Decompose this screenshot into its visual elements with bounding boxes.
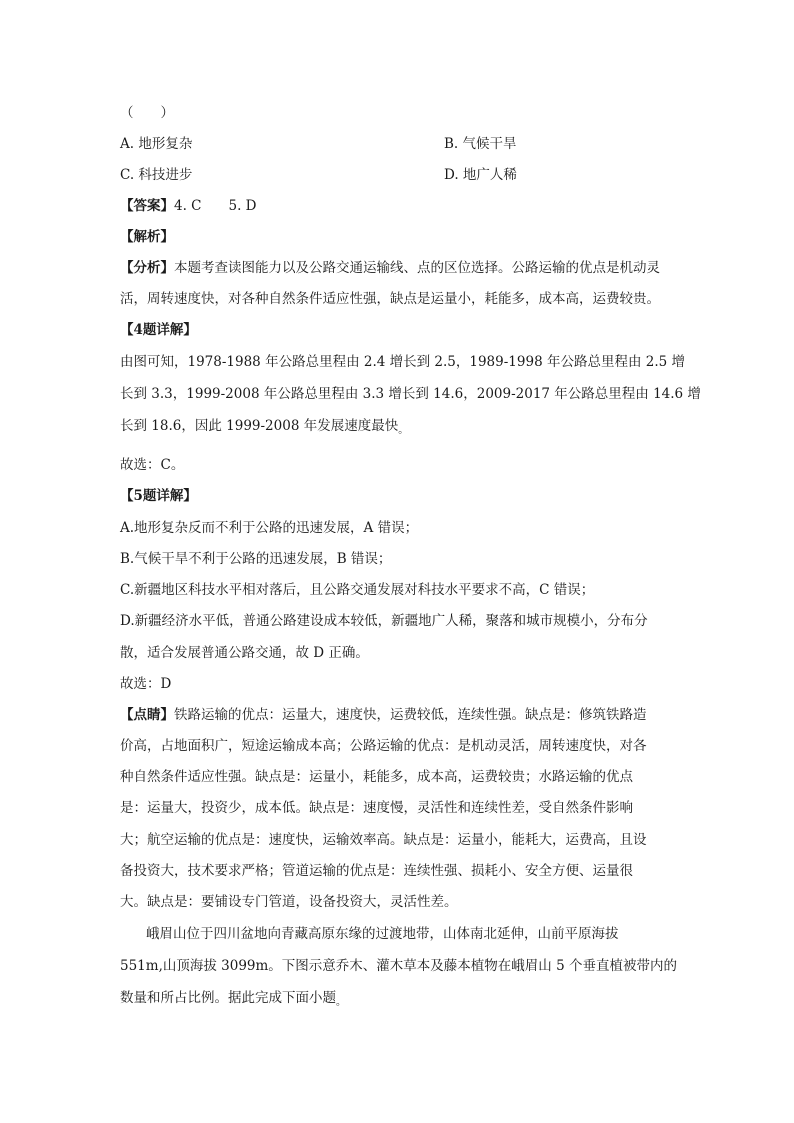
q5-line-c: C.新疆地区科技水平相对落后，且公路交通发展对科技水平要求不高，C 错误； [120, 582, 595, 598]
q5-line-d-cont: 散，适合发展普通公路交通，故 D 正确。 [120, 645, 369, 661]
analysis-heading: 【解析】 [120, 229, 174, 245]
q4-choice: 故选：C。 [120, 457, 185, 473]
option-d: D. 地广人稀 [444, 167, 517, 183]
option-b: B. 气候干旱 [444, 136, 517, 152]
dianjing-line-1 [120, 705, 647, 725]
dianjing-line-2: 价高，占地面积广，短途运输成本高；公路运输的优点：是机动灵活，周转速度快，对各 [120, 738, 647, 754]
q5-line-d: D.新疆经济水平低，普通公路建设成本较低，新疆地广人稀，聚落和城市规模小，分布分 [120, 613, 648, 629]
q4-line-1: 由图可知，1978-1988 年公路总里程由 2.4 增长到 2.5，1989-1998 年公路总里程由 2.5 增 [120, 354, 685, 370]
dianjing-line-3: 种自然条件适应性强。缺点是：运量小，耗能多，成本高，运费较贵；水路运输的优点 [120, 769, 633, 785]
passage-line-1: 峨眉山位于四川盆地向青藏高原东缘的过渡地带，山体南北延伸，山前平原海拔 [146, 926, 619, 942]
q4-heading: 【4题详解】 [120, 322, 197, 338]
dianjing-line-7: 大。缺点是：要铺设专门管道，设备投资大，灵活性差。 [120, 894, 458, 910]
q5-heading: 【5题详解】 [120, 488, 197, 504]
q5-line-a: A.地形复杂反而不利于公路的迅速发展，A 错误； [120, 520, 419, 536]
dianjing-line-4: 是：运量大，投资少，成本低。缺点是：速度慢，灵活性和连续性差，受自然条件影响 [120, 800, 633, 816]
answer-label: 【答案】 [120, 198, 174, 214]
passage-line-3-end: 。 [336, 997, 346, 1008]
dianjing-line-5: 大；航空运输的优点是：速度快，运输效率高。缺点是：运量小，能耗大，运费高，且设 [120, 832, 647, 848]
fenxi-line-1 [120, 258, 660, 278]
q5-choice: 故选：D [120, 676, 172, 692]
option-c: C. 科技进步 [120, 167, 193, 183]
dianjing-label: 【点睛】 [120, 707, 174, 723]
passage-line-3-text: 数量和所占比例。据此完成下面小题 [120, 990, 336, 1006]
answer-bracket: （ ） [120, 105, 174, 121]
q4-line-3-text: 长到 18.6，因此 1999-2008 年发展速度最快 [120, 418, 399, 434]
q4-line-3-end: 。 [398, 425, 409, 436]
q4-line-3 [120, 416, 408, 441]
fenxi-line-2: 活，周转速度快，对各种自然条件适应性强，缺点是运量小，耗能多，成本高，运费较贵。 [120, 291, 660, 307]
dianjing-line-6: 备投资大，技术要求严格；管道运输的优点是：连续性强、损耗小、安全方便、运量很 [120, 863, 633, 879]
fenxi-label: 【分析】 [120, 260, 174, 276]
answer-value: 4. C 5. D [174, 198, 257, 214]
q4-line-2: 长到 3.3，1999-2008 年公路总里程由 3.3 增长到 14.6，2009-2017 年公路总里程由 14.6 增 [120, 386, 701, 402]
option-a: A. 地形复杂 [120, 136, 193, 152]
dianjing-text-1: 铁路运输的优点：运量大，速度快，运费较低，连续性强。缺点是：修筑铁路造 [174, 707, 647, 723]
passage-line-2: 551m,山顶海拔 3099m。下图示意乔木、灌木草本及藤本植物在峨眉山 5 个垂直植被带内的 [120, 958, 677, 974]
fenxi-text-1: 本题考查读图能力以及公路交通运输线、点的区位选择。公路运输的优点是机动灵 [174, 260, 660, 276]
q5-line-b: B.气候干旱不利于公路的迅速发展，B 错误； [120, 551, 392, 567]
answer-line [120, 196, 257, 216]
passage-line-3 [120, 988, 346, 1013]
